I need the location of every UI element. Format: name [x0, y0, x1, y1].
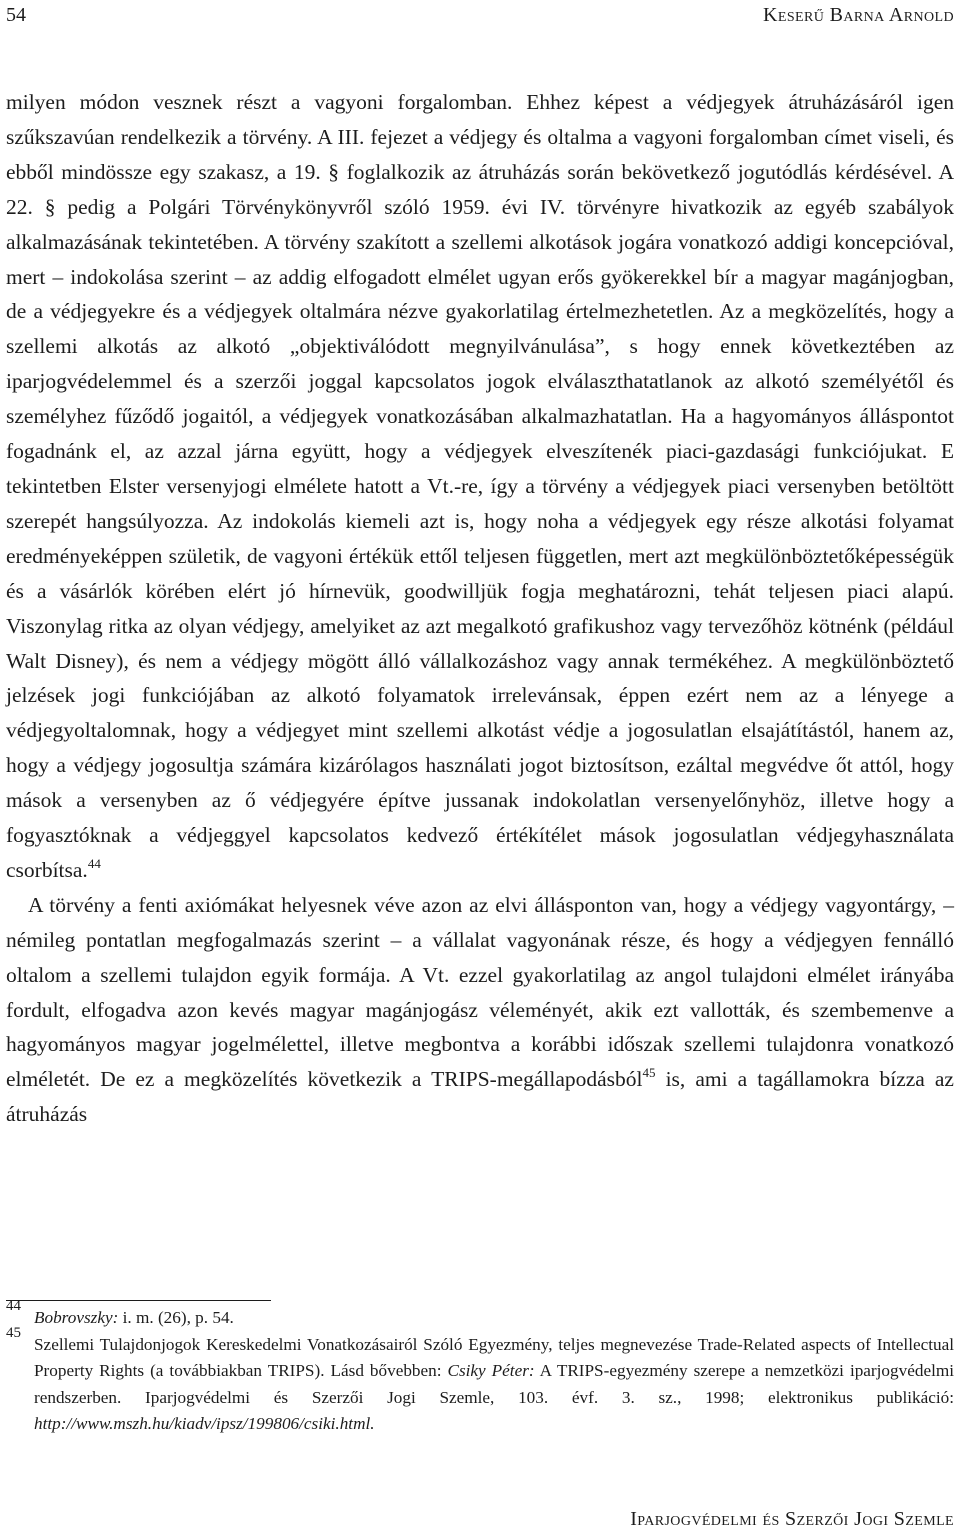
running-header-author: Keserű Barna Arnold [763, 4, 954, 26]
body-text [6, 85, 954, 1132]
footnote-author: Bobrovszky: [34, 1308, 119, 1327]
paragraph-1 [6, 85, 954, 888]
page-number: 54 [6, 4, 26, 26]
footnote-number: 45 [6, 1324, 21, 1341]
footnote-number: 44 [6, 1298, 21, 1314]
paragraph-1-text: milyen módon vesznek részt a vagyoni forgalomban. Ehhez képest a védjegyek átruházásáról igen szűkszavúan rendelkezik a törvény. A III. fejezet a védjegy és oltalma a vagyoni forgalomban címet viseli, és ebből mindössze egy szakasz, a 19. § foglalkozik az átruházás során bekövetkező jogutódlás kérdésével. A 22. § pedig a Polgári Törvénykönyvről szóló 1959. évi IV. törvényre hivatkozik az egyéb szabályok alkalmazásának tekintetében. A törvény szakított a szellemi alkotások jogára vonatkozó addigi koncepcióval, mert – indokolása szerint – az addig elfogadott elmélet ugyan erős gyökerekkel bír a magyar magánjogban, de a védjegyekre és a védjegyek oltalmára nézve gyakorlatilag értelmezhetetlen. Az a megközelítés, hogy a szellemi alkotás az alkotó „objektiválódott megnyilvánulása”, s hogy ennek következtében az iparjogvédelemmel és a szerzői joggal kapcsolatos jogok elválaszthatatlanok az alkotó személyétől és személyhez fűződő jogaitól, a védjegyek vonatkozásában alkalmazhatatlan. Ha a hagyományos álláspontot fogadnánk el, az azzal járna együtt, hogy a védjegyek elveszítenék piaci-gazdasági funkciójukat. E tekintetben Elster versenyjogi elmélete hatott a Vt.-re, így a törvény a védjegyek piaci versenyben betöltött szerepét hangsúlyozza. Az indokolás kiemeli azt is, hogy noha a védjegyek egy része alkotási folyamat eredményeképpen születik, de vagyoni értékük ettől teljesen független, mert azt megkülönböztetőképességük és a vásárlók körében elért jó hírnevük, goodwilljük fogja meghatározni, tehát teljesen piaci alapú. Viszonylag ritka az olyan védjegy, amelyiket az azt megalkotó grafikushoz vagy tervezőhöz kötnénk (például Walt Disney), és nem a védjegy mögött álló vállalkozáshoz vagy annak termékéhez. A megkülönböztető jelzések jogi funkciójában az alkotó folyamatok irrelevánsak, éppen ezért nem az a lényege a védjegyoltalomnak, hogy a védjegyet mint szellemi alkotást védje a jogosulatlan elsajátítástól, hanem az, hogy a védjegy jogosultja számára kizárólagos használati jogot biztosítson, ezáltal megvédve őt attól, hogy mások a versenyben az ő védjegyére építve jussanak indokolatlan versenyelőnyhöz, illetve hogy a fogyasztóknak a védjeggyel kapcsolatos kedvező értékítélet mások jogosulatlan védjegyhasználata csorbítsa. [6, 90, 954, 882]
footnote-text-b: A TRIPS-egyezmény szerepe a nemzetközi iparjogvédelmi rendszerben. Iparjogvédelmi és Szerzői Jogi Szemle, 103. évf. 3. sz., 1998; elektronikus publikáció: [34, 1361, 954, 1407]
journal-footer: Iparjogvédelmi és Szerzői Jogi Szemle [630, 1508, 954, 1530]
paragraph-2-text-a: A törvény a fenti axiómákat helyesnek véve azon az elvi állásponton van, hogy a védjegy vagyontárgy, – némileg pontatlan megfogalmazás szerint – a vállalat vagyonának része, és hogy a védjegyen fennálló oltalom a szellemi tulajdon egyik formája. A Vt. ezzel gyakorlatilag az angol tulajdoni elmélet irányába fordult, elfogadva azon kevés magyar magánjogász véleményét, akik ezt vallották, és szembemenve a hagyományos magyar jogelmélettel, illetve megbontva a korábbi időszak szellemi tulajdonra vonatkozó elméletét. De ez a megközelítés következik a TRIPS-megállapodásból [6, 892, 954, 1092]
footnote-divider [6, 1300, 271, 1301]
footnote-text: i. m. (26), p. 54. [118, 1308, 234, 1327]
footnote-ref-45[interactable]: 45 [642, 1065, 656, 1081]
footnote-url-link[interactable]: http://www.mszh.hu/kiadv/ipsz/199806/csiki.html. [34, 1414, 375, 1433]
paragraph-2 [6, 888, 954, 1132]
footnote-ref-44[interactable]: 44 [87, 855, 101, 871]
footnote-45 [6, 1324, 954, 1438]
footnotes [6, 1298, 954, 1438]
paragraph-2-text-b: is, ami a tagállamokra bízza az átruházás [6, 1067, 954, 1127]
footnote-author: Csiky Péter: [447, 1361, 535, 1380]
running-header [6, 0, 954, 30]
footnote-44 [6, 1298, 954, 1332]
footnote-text-a: Szellemi Tulajdonjogok Kereskedelmi Vonatkozásairól Szóló Egyezmény, teljes megnevezése Trade-Related aspects of Intellectual Property Rights (a továbbiakban TRIPS). Lásd bővebben: [34, 1334, 954, 1380]
